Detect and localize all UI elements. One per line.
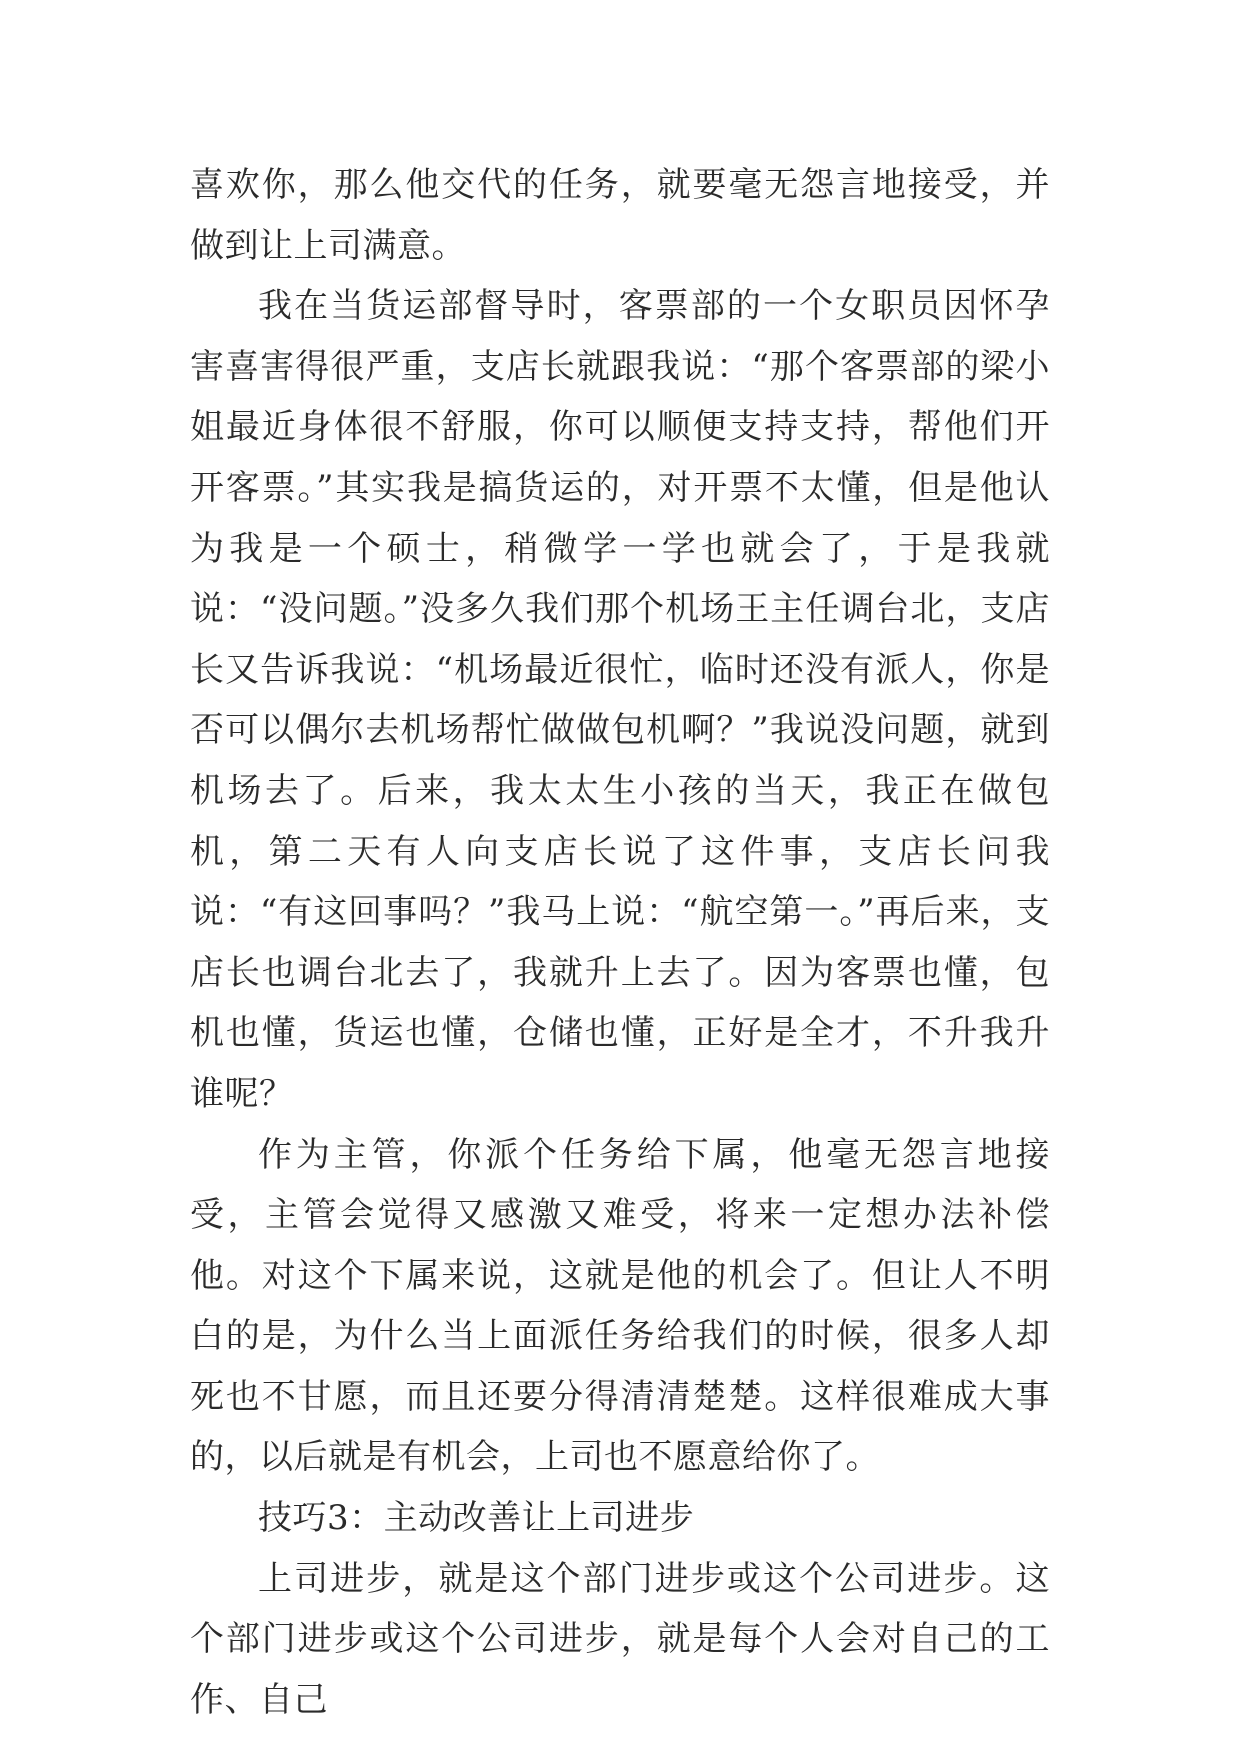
- section-heading: 技巧3：主动改善让上司进步: [258, 1498, 695, 1539]
- body-text: [190, 155, 1050, 1730]
- paragraph-1: 喜欢你，那么他交代的任务，就要毫无怨言地接受，并做到让上司满意。: [190, 165, 1050, 266]
- paragraph-2: 我在当货运部督导时，客票部的一个女职员因怀孕害喜害得很严重，支店长就跟我说：“那个客票部的梁小姐最近身体很不舒服，你可以顺便支持支持，帮他们开开客票。”其实我是搞货运的，对开票不太懂，但是他认为我是一个硕士，稍微学一学也就会了，于是我就说：“没问题。”没多久我们那个机场王主任调台北，支店长又告诉我说：“机场最近很忙，临时还没有派人，你是否可以偶尔去机场帮忙做做包机啊？”我说没问题，就到机场去了。后来，我太太生小孩的当天，我正在做包机，第二天有人向支店长说了这件事，支店长问我说：“有这回事吗？”我马上说：“航空第一。”再后来，支店长也调台北去了，我就升上去了。因为客票也懂，包机也懂，货运也懂，仓储也懂，正好是全才，不升我升谁呢？: [190, 286, 1050, 1114]
- paragraph-3: 作为主管，你派个任务给下属，他毫无怨言地接受，主管会觉得又感激又难受，将来一定想办法补偿他。对这个下属来说，这就是他的机会了。但让人不明白的是，为什么当上面派任务给我们的时候，很多人却死也不甘愿，而且还要分得清清楚楚。这样很难成大事的，以后就是有机会，上司也不愿意给你了。: [190, 1134, 1050, 1478]
- paragraph-4: 上司进步，就是这个部门进步或这个公司进步。这个部门进步或这个公司进步，就是每个人会对自己的工作、自己: [190, 1558, 1050, 1720]
